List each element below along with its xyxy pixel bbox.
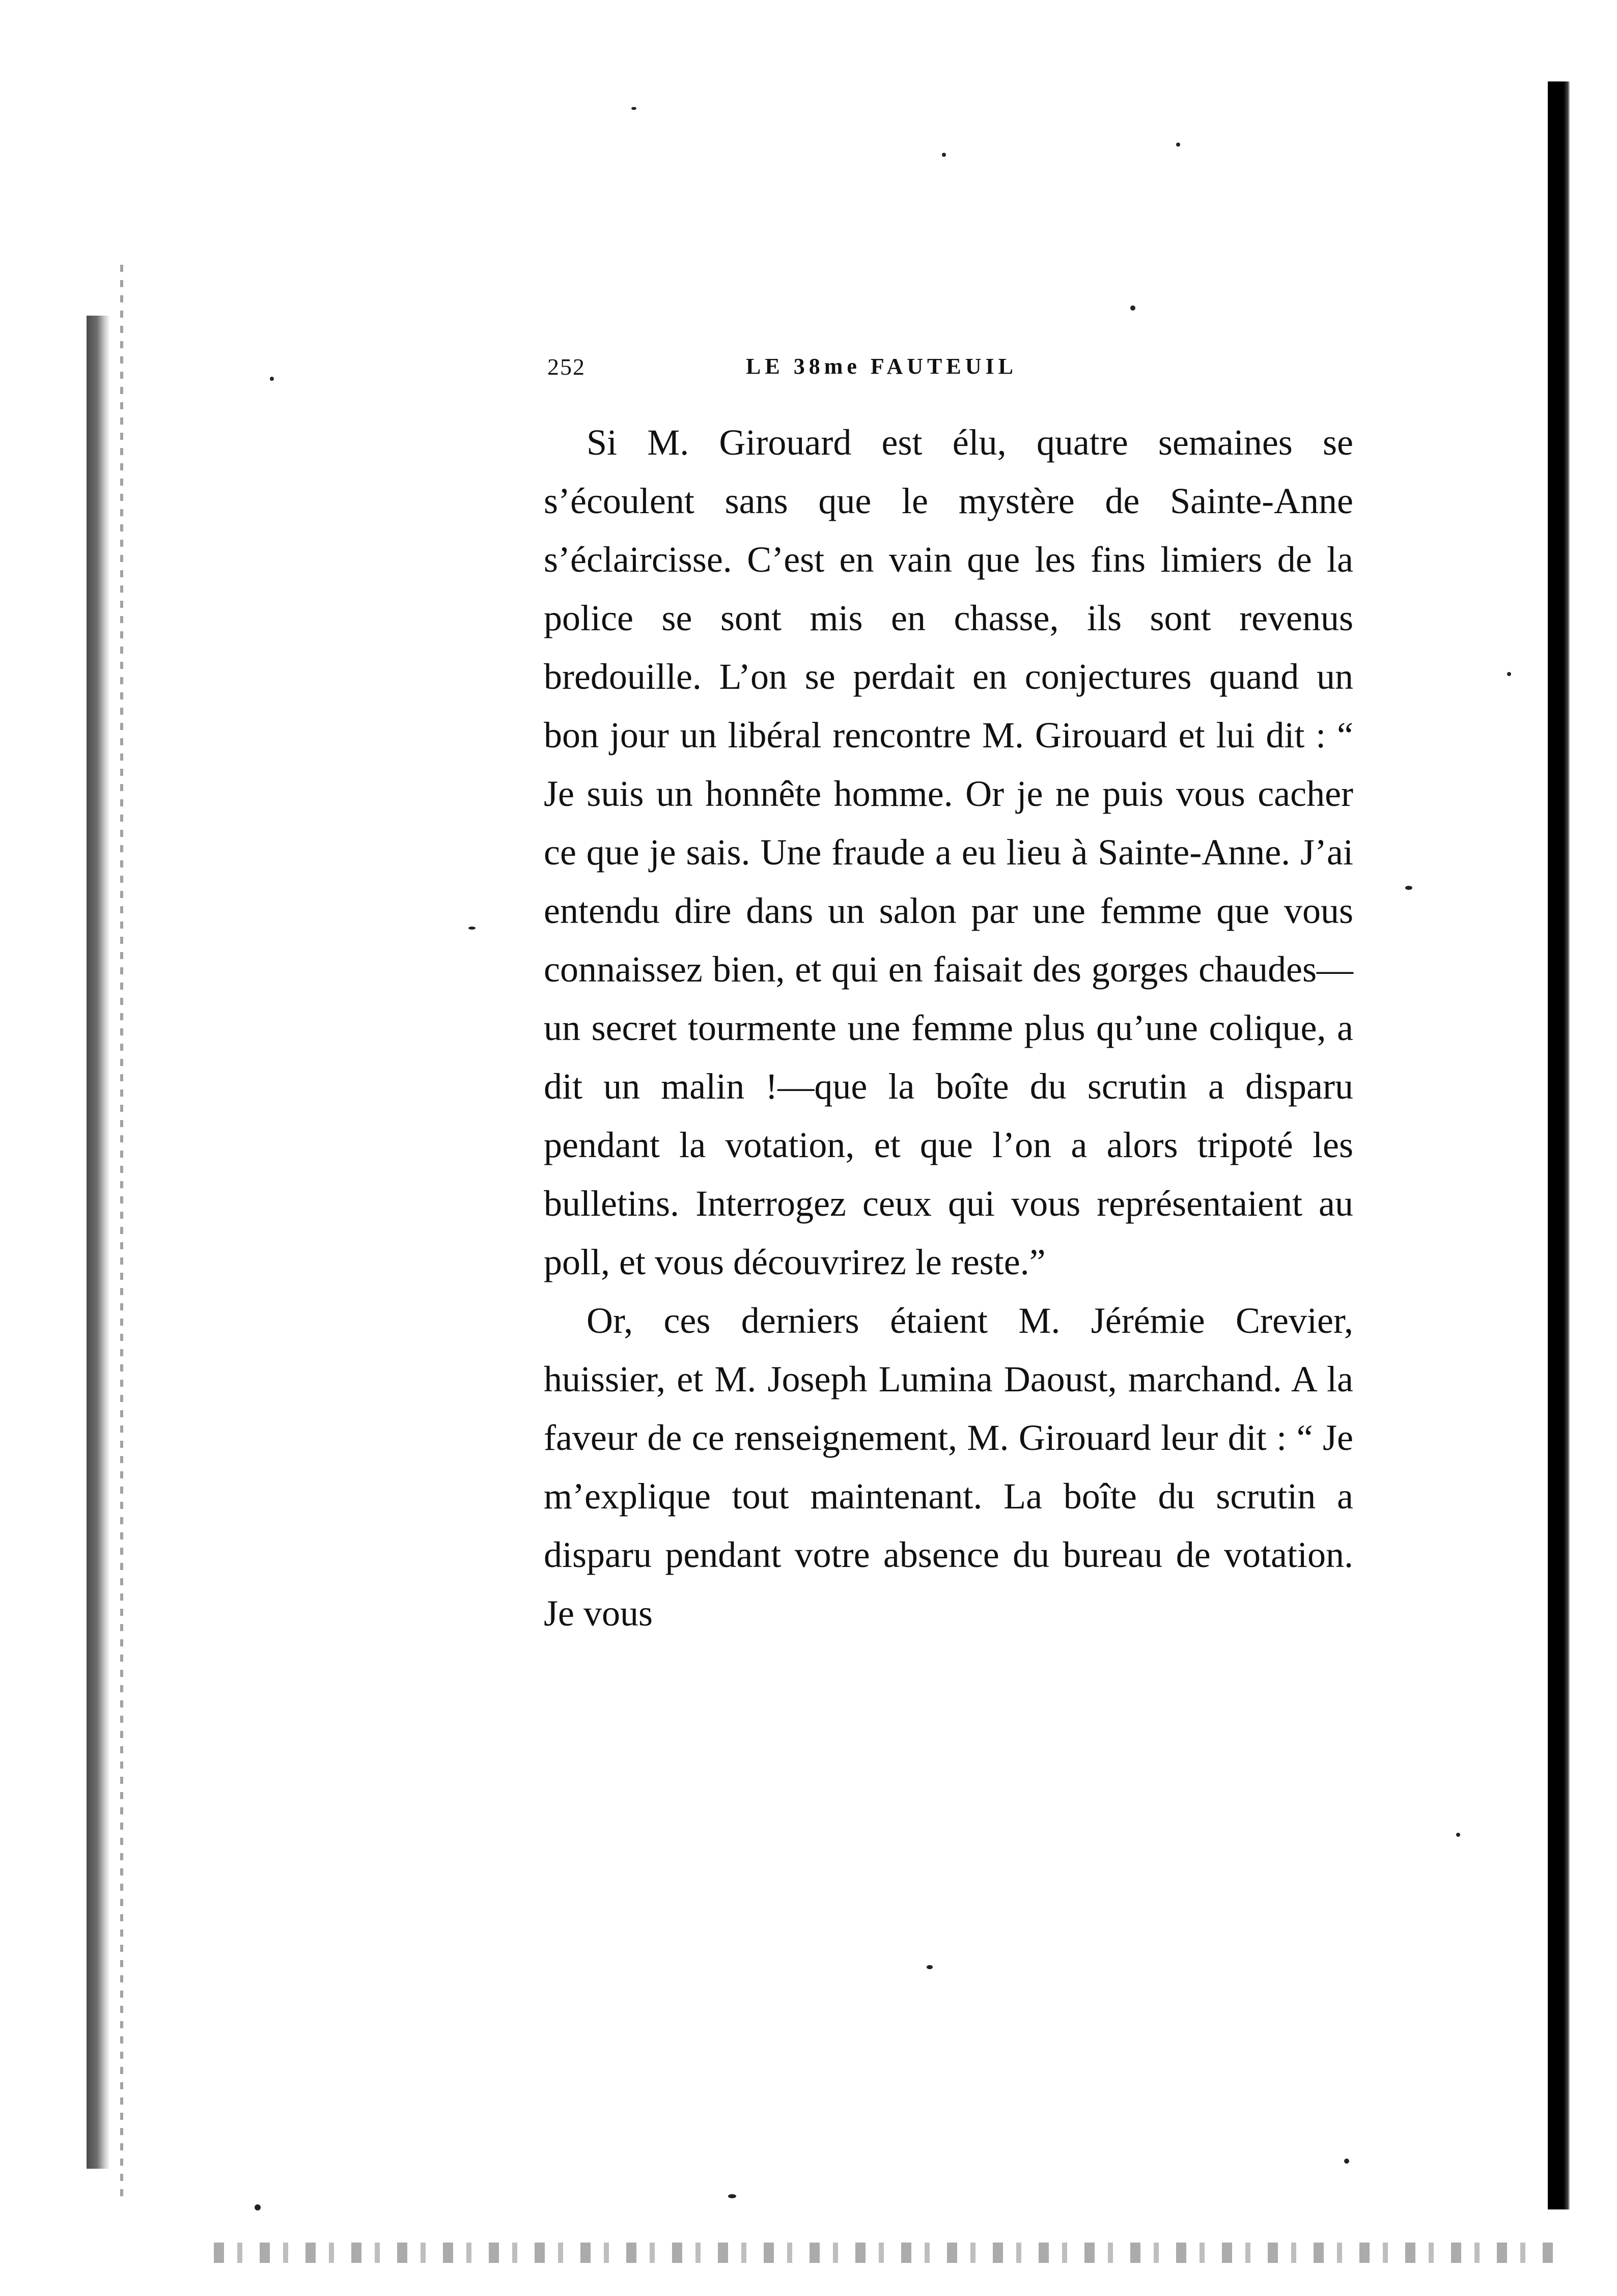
scan-speck <box>631 107 636 110</box>
scan-speck <box>255 2204 261 2210</box>
running-title: LE 38me FAUTEUIL <box>746 354 1017 379</box>
scan-speck <box>1344 2159 1349 2164</box>
scan-speck <box>927 1965 933 1969</box>
scan-speck <box>942 153 946 157</box>
page-header <box>547 346 1311 392</box>
scan-edge-left <box>87 316 110 2169</box>
scan-speck <box>270 377 274 381</box>
scan-speck <box>728 2194 736 2198</box>
body-text <box>544 413 1353 1643</box>
scan-speck <box>1176 143 1180 147</box>
scan-edge-right <box>1548 81 1570 2209</box>
scan-speck <box>1130 305 1135 311</box>
scan-edge-bottom <box>214 2243 1563 2263</box>
page-number: 252 <box>547 354 586 380</box>
paragraph: Si M. Girouard est élu, quatre semaines se s’écoulent sans que le mystère de Sainte-Anne s’éclaircisse. C’est en vain que les fins limiers de la police se sont mis en chasse, ils sont revenus bredouille. L’on se perdait en conjectures quand un bon jour un libéral rencontre M. Girouard et lui dit : “ Je suis un honnête homme. Or je ne puis vous cacher ce que je sais. Une fraude a eu lieu à Sainte-Anne. J’ai entendu dire dans un salon par une femme que vous connaissez bien, et qui en faisait des gorges chaudes—un secret tourmente une femme plus qu’une colique, a dit un malin !—que la boîte du scrutin a disparu pendant la votation, et que l’on a alors tripoté les bulletins. Interrogez ceux qui vous représentaient au poll, et vous découvrirez le reste.” <box>544 422 1353 1282</box>
scan-speck <box>1507 672 1511 676</box>
paragraph: Or, ces derniers étaient M. Jérémie Crevier, huissier, et M. Joseph Lumina Daoust, marchand. A la faveur de ce renseignement, M. Girouard leur dit : “ Je m’explique tout maintenant. La boîte du scrutin a disparu pendant votre absence du bureau de votation. Je vous <box>544 1300 1353 1634</box>
scan-speck <box>1456 1833 1460 1837</box>
scan-speck <box>468 927 476 930</box>
scan-edge-left-thin <box>120 265 123 2199</box>
scan-speck <box>1405 886 1412 890</box>
